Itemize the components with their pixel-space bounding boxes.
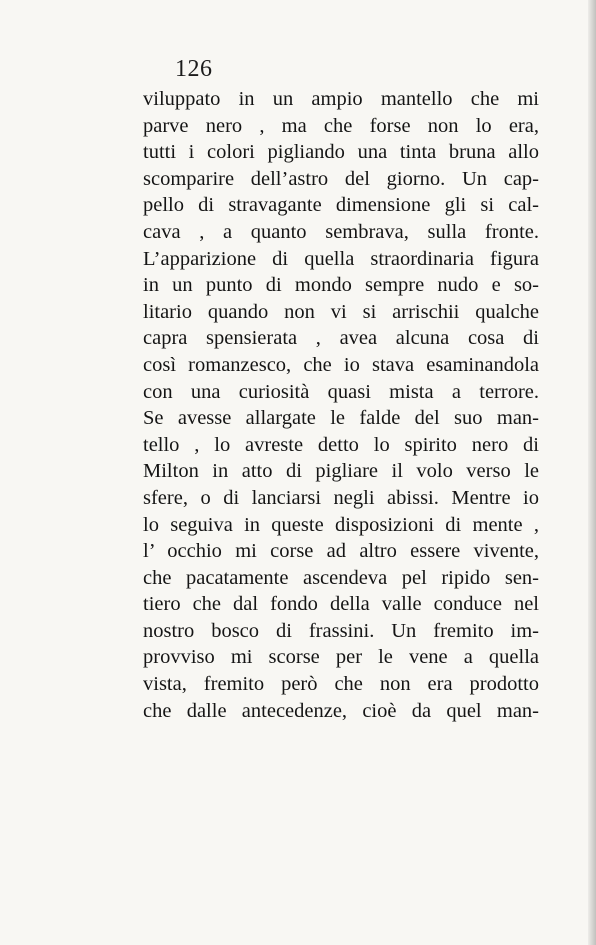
text-line: parve nero , ma che forse non lo era,	[143, 114, 539, 137]
text-line: Milton in atto di pigliare il volo verso le	[143, 460, 539, 483]
text-line: L’apparizione di quella straordinaria figura	[143, 247, 539, 270]
text-line: tutti i colori pigliando una tinta bruna allo	[143, 141, 539, 164]
text-line: litario quando non vi si arrischii qualche	[143, 300, 539, 323]
text-line: capra spensierata , avea alcuna cosa di	[143, 327, 539, 350]
text-line: Se avesse allargate le falde del suo man-	[143, 407, 539, 430]
text-line: vista, fremito però che non era prodotto	[143, 673, 539, 696]
text-line: in un punto di mondo sempre nudo e so-	[143, 274, 539, 297]
text-line: tiero che dal fondo della valle conduce nel	[143, 593, 539, 616]
text-line: cava , a quanto sembrava, sulla fronte.	[143, 220, 539, 243]
text-line: scomparire dell’astro del giorno. Un cap-	[143, 167, 539, 190]
text-line: nostro bosco di frassini. Un fremito im-	[143, 619, 539, 642]
text-line: che pacatamente ascendeva pel ripido sen-	[143, 566, 539, 589]
text-line: che dalle antecedenze, cioè da quel man-	[143, 699, 539, 722]
text-line: provviso mi scorse per le vene a quella	[143, 646, 539, 669]
body-text	[143, 86, 539, 724]
text-line: sfere, o di lanciarsi negli abissi. Mentre io	[143, 486, 539, 509]
text-line: con una curiosità quasi mista a terrore.	[143, 380, 539, 403]
text-line: lo seguiva in queste disposizioni di mente ,	[143, 513, 539, 536]
text-line: così romanzesco, che io stava esaminandola	[143, 353, 539, 376]
page-edge-shadow	[588, 0, 596, 945]
text-line: viluppato in un ampio mantello che mi	[143, 88, 539, 110]
text-line: pello di stravagante dimensione gli si cal-	[143, 194, 539, 217]
text-line: l’ occhio mi corse ad altro essere vivente,	[143, 540, 539, 563]
page-number: 126	[175, 56, 213, 82]
text-line: tello , lo avreste detto lo spirito nero di	[143, 433, 539, 456]
